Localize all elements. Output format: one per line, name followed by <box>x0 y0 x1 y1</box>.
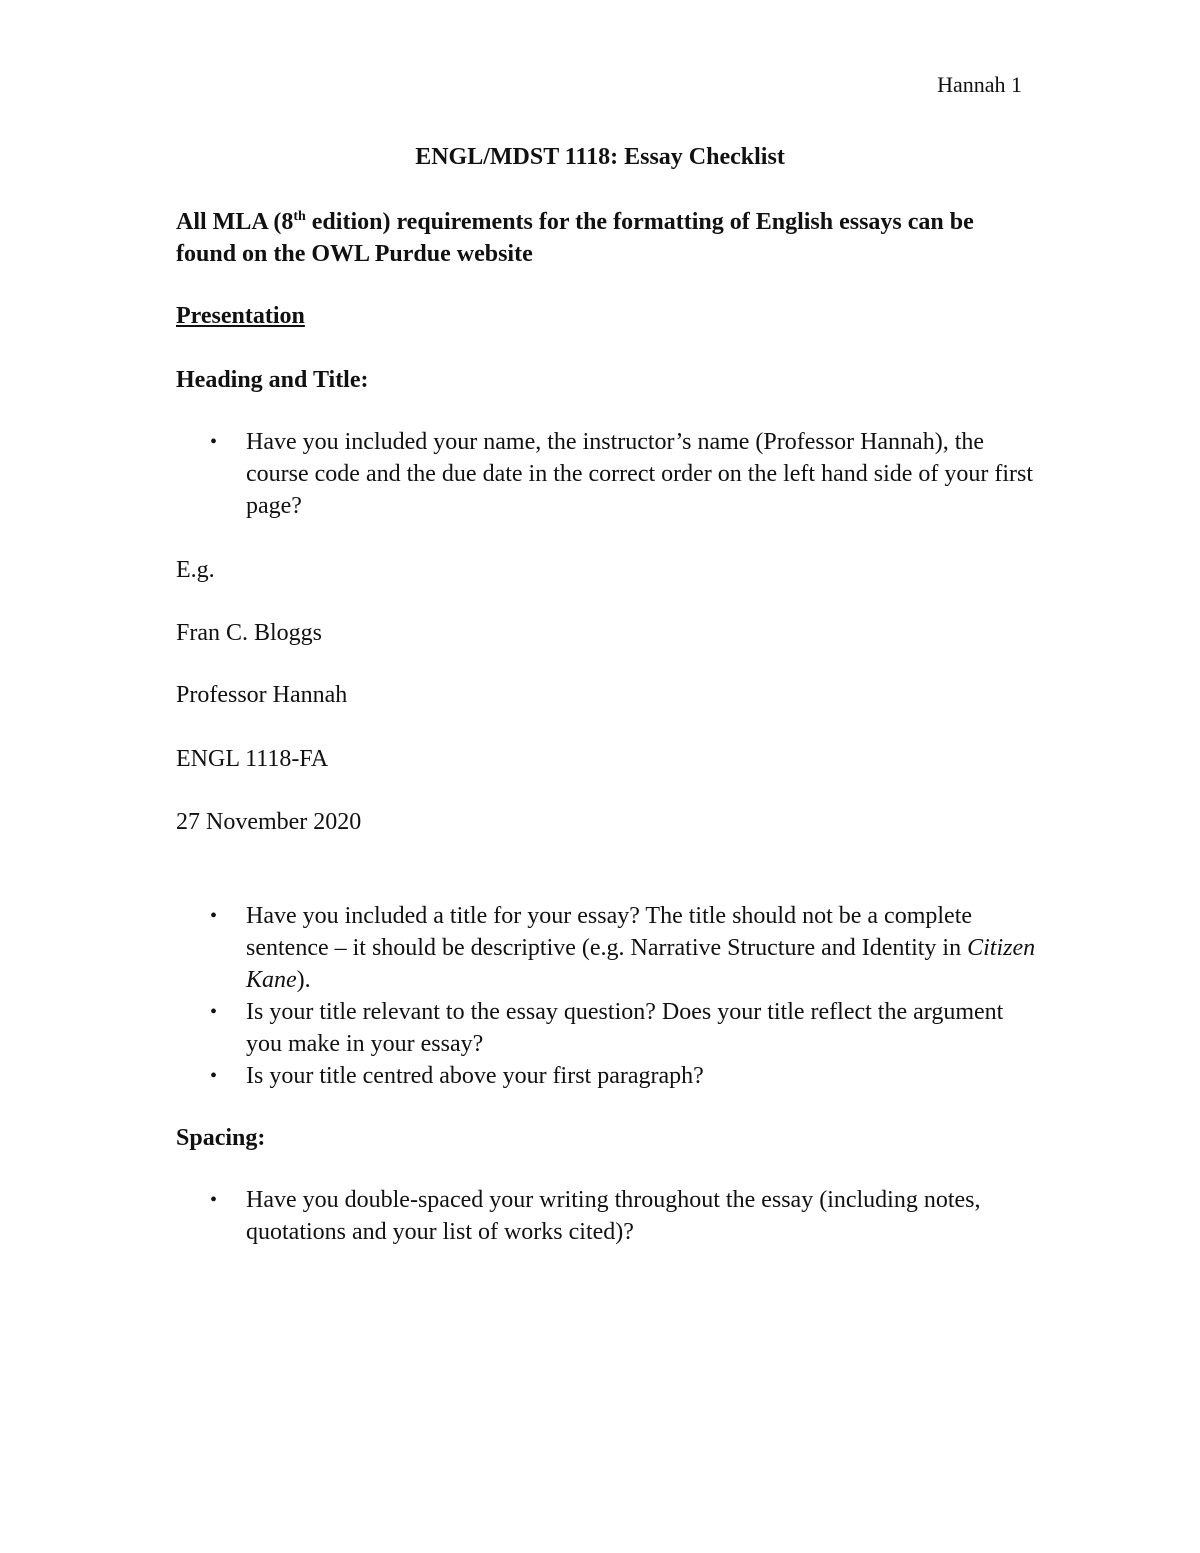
section-presentation: Presentation <box>176 303 305 329</box>
intro-text-end: edition) requirements for the formatting of English essays can be found on the OWL Purdue website <box>176 209 974 267</box>
example-instructor: Professor Hannah <box>176 682 348 708</box>
intro-paragraph <box>176 206 1036 270</box>
list-item-text: Have you double-spaced your writing throughout the essay (including notes, quotations and your list of works cited)? <box>246 1187 981 1245</box>
document-title: ENGL/MDST 1118: Essay Checklist <box>415 144 785 170</box>
list-item <box>176 1184 1036 1248</box>
example-date: 27 November 2020 <box>176 809 362 835</box>
intro-text-start: All MLA (8 <box>176 209 294 235</box>
intro-superscript: th <box>293 209 306 224</box>
film-title: Citizen Kane <box>246 935 1036 993</box>
title-checklist <box>176 900 1036 1092</box>
list-item <box>176 900 1036 996</box>
section-spacing: Spacing: <box>176 1125 266 1151</box>
spacing-checklist <box>176 1184 1036 1248</box>
bullet-icon: • <box>210 431 218 453</box>
bullet-icon: • <box>210 1001 218 1023</box>
section-heading-and-title: Heading and Title: <box>176 367 369 393</box>
heading-checklist <box>176 426 1036 522</box>
list-item-text-start: Have you included a title for your essay? The title should not be a complete sentence – it should be descriptive (e.g. Narrative Structure and Identity in <box>246 903 973 961</box>
example-course: ENGL 1118-FA <box>176 746 329 772</box>
list-item <box>176 426 1036 522</box>
bullet-icon: • <box>210 1065 218 1087</box>
list-item <box>176 1060 1036 1092</box>
example-name: Fran C. Bloggs <box>176 620 323 646</box>
bullet-icon: • <box>210 1189 218 1211</box>
example-label: E.g. <box>176 557 215 583</box>
list-item-text: Is your title relevant to the essay question? Does your title reflect the argument you make in your essay? <box>246 999 1004 1057</box>
list-item-text: Have you included your name, the instructor’s name (Professor Hannah), the course code and the due date in the correct order on the left hand side of your first page? <box>246 429 1034 519</box>
list-item-text-end: ). <box>296 967 311 993</box>
page-header-label: Hannah 1 <box>937 72 1022 97</box>
list-item <box>176 996 1036 1060</box>
bullet-icon: • <box>210 905 218 927</box>
list-item-text: Is your title centred above your first paragraph? <box>246 1063 704 1089</box>
